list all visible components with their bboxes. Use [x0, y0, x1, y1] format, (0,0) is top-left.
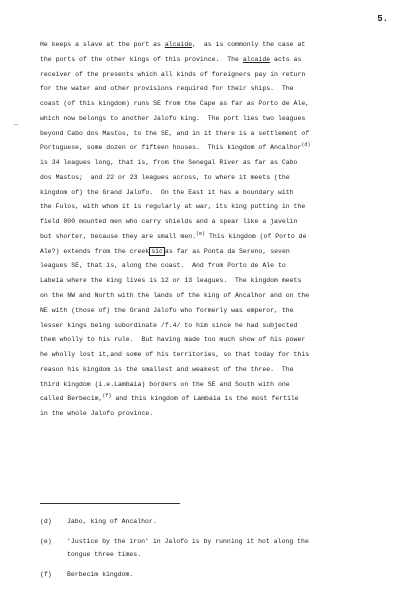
text-segment: in the whole Jalofo province. — [40, 410, 154, 418]
text-segment: receiver of the presents which all kinds of foreigners pay in return — [40, 70, 306, 78]
sic-annotation: sic — [151, 247, 163, 255]
text-segment: is 34 leagues long, that is, from the Senegal River as far as Cabo — [40, 159, 298, 167]
text-segment: which now belongs to another Jalofo king. The port lies two leagues — [40, 114, 306, 122]
text-segment: but shorter, because they are small men. — [40, 232, 197, 240]
text-segment: leagues SE, that is, along the coast. And from Porto de Ale to — [40, 262, 286, 270]
text-segment: lesser kings being subordinate /f.4/ to him since he had subjected — [40, 321, 298, 329]
text-segment: acts as — [270, 55, 302, 63]
text-segment: the Fulos, with whom it is regularly at war, its king putting in the — [40, 203, 306, 211]
text-line — [40, 333, 390, 348]
text-segment: them wholly to his rule. But having made too much show of his power — [40, 336, 306, 344]
text-segment: he wholly lost it,and some of his territories, so that today for this — [40, 351, 310, 359]
text-line — [40, 348, 390, 363]
text-line — [40, 274, 390, 289]
text-segment: coast (of this kingdom) runs SE from the Cape as far as Porto de Ale, — [40, 100, 310, 108]
footnote-marker: (e) — [196, 230, 206, 237]
footnote-label: (e) — [40, 538, 52, 545]
footnote-text: Berbecim kingdom. — [67, 571, 134, 578]
text-segment: kingdom of) the Grand Jalofo. On the East it has a boundary with — [40, 188, 294, 196]
text-line — [40, 141, 390, 156]
text-line — [40, 171, 390, 186]
page-number: 5. — [377, 14, 388, 24]
text-segment: Labeia where the king lives is 12 or 13 leagues. The kingdom meets — [40, 277, 302, 285]
text-segment: beyond Cabo dos Mastos, to the SE, and in it there is a settlement of — [40, 129, 310, 137]
body-text — [40, 38, 390, 422]
footnotes — [40, 515, 390, 588]
underlined-term: alcaide — [164, 41, 193, 48]
footnote — [40, 515, 390, 528]
footnote-label: (d) — [40, 518, 52, 525]
footnote-rule — [40, 503, 180, 504]
text-segment: field 800 mounted men who carry shields and a spear like a javelin — [40, 218, 298, 226]
footnote-marker: (f) — [102, 393, 112, 400]
text-segment: as far as Ponta da Sereno, seven — [164, 247, 290, 255]
text-line — [40, 230, 390, 245]
footnote-text: 'Justice by the iron' in Jalofo is by running it hot along the tongue three times. — [67, 538, 309, 558]
text-segment: reason his kingdom is the smallest and weakest of the three. The — [40, 365, 294, 373]
text-line — [40, 156, 390, 171]
text-line — [40, 38, 390, 53]
text-segment: on the NW and North with the lands of the king of Ancalhor and on the — [40, 292, 310, 300]
text-segment: third kingdom (i.e.Lambaia) borders on the SE and South with one — [40, 380, 290, 388]
text-line — [40, 97, 390, 112]
footnote-label: (f) — [40, 571, 52, 578]
text-line — [40, 245, 390, 260]
text-segment: Portuguese, some dozen or fifteen houses. This kingdom of Ancalhor — [40, 144, 302, 152]
text-line — [40, 127, 390, 142]
text-segment: the ports of the other kings of this province. The — [40, 55, 243, 63]
text-line — [40, 68, 390, 83]
text-line — [40, 53, 390, 68]
text-segment: Ale?) extends from the creek — [40, 247, 150, 255]
text-line — [40, 82, 390, 97]
footnote-text: Jabo, king of Ancalhor. — [67, 518, 157, 525]
text-line — [40, 200, 390, 215]
text-segment: dos Mastos; and 22 or 23 leagues across, to where it meets (the — [40, 173, 290, 181]
text-line — [40, 407, 390, 422]
text-line — [40, 378, 390, 393]
text-segment: NE with (those of) the Grand Jalofo who formerly was emperor, the — [40, 306, 294, 314]
underlined-term: alcaide — [242, 55, 271, 63]
text-line — [40, 215, 390, 230]
text-line — [40, 392, 390, 407]
text-line — [40, 363, 390, 378]
text-line — [40, 289, 390, 304]
text-line — [40, 186, 390, 201]
footnote — [40, 568, 390, 581]
text-segment: He keeps a slave at the port as — [40, 41, 165, 48]
text-segment: for the water and other provisions required for their ships. The — [40, 85, 294, 93]
text-line — [40, 259, 390, 274]
text-segment: This kingdom (of Porto de — [205, 232, 307, 240]
text-line — [40, 319, 390, 334]
text-segment: , as is commonly the case at — [192, 41, 306, 48]
text-segment: called Berbecim, — [40, 395, 103, 403]
text-segment: and this kingdom of Lambaia is the most fertile — [111, 395, 299, 403]
footnote — [40, 535, 390, 561]
footnote-marker: (d) — [301, 142, 311, 149]
margin-mark: — — [14, 121, 18, 128]
text-line — [40, 304, 390, 319]
text-line — [40, 112, 390, 127]
